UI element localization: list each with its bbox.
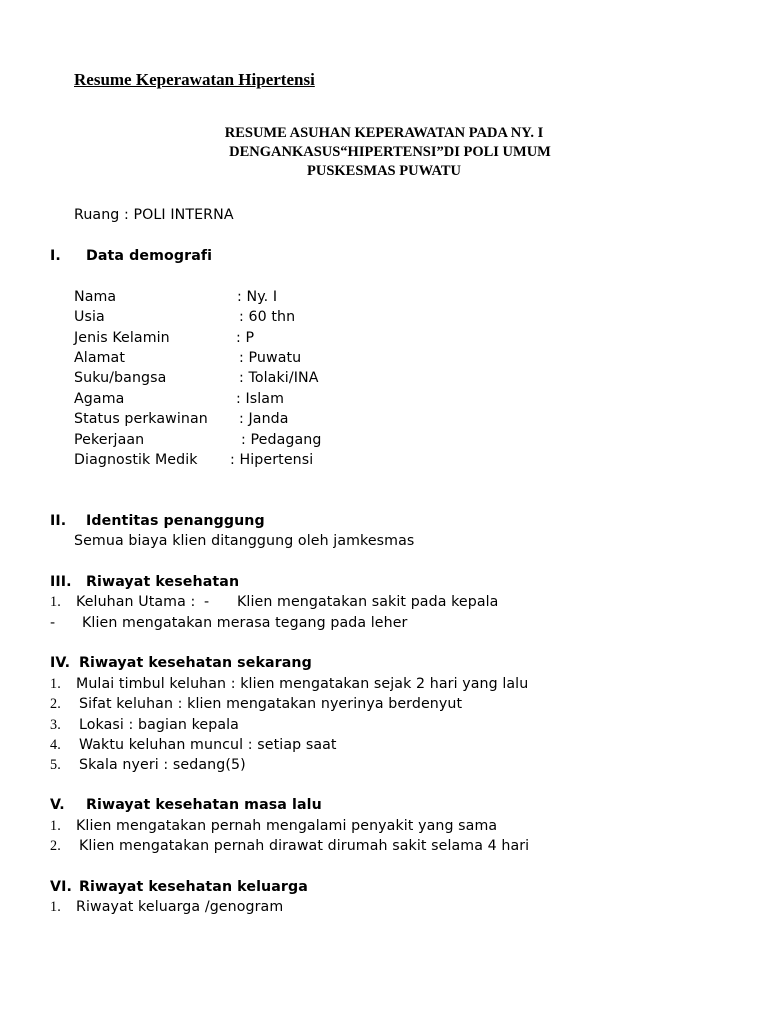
list-item-number: 1. — [50, 676, 61, 692]
section-6-number: VI. — [50, 879, 72, 895]
demo-label-agama: Agama — [74, 391, 125, 407]
demo-label-diagnostik-medik: Diagnostik Medik — [74, 452, 198, 468]
section-3-item-1-number: 1. — [50, 594, 61, 610]
list-item: Riwayat keluarga /genogram — [76, 899, 284, 915]
section-4-title: Riwayat kesehatan sekarang — [79, 655, 312, 671]
list-item: Klien mengatakan pernah dirawat dirumah sakit selama 4 hari — [79, 838, 530, 854]
demo-value-agama: : Islam — [236, 391, 285, 407]
list-item: Skala nyeri : sedang(5) — [79, 757, 246, 773]
resume-heading — [0, 124, 768, 181]
section-5-number: V. — [50, 797, 65, 813]
demo-label-status-perkawinan: Status perkawinan — [74, 411, 208, 427]
section-6-title: Riwayat kesehatan keluarga — [79, 879, 308, 895]
section-5-title: Riwayat kesehatan masa lalu — [86, 797, 322, 813]
keluhan-utama-text: Klien mengatakan sakit pada kepala — [237, 594, 499, 610]
list-item: Sifat keluhan : klien mengatakan nyerinya berdenyut — [79, 696, 463, 712]
section-3-item-2-text: Klien mengatakan merasa tegang pada leher — [82, 615, 408, 631]
heading-line-3: PUSKESMAS PUWATU — [306, 163, 461, 179]
section-2-number: II. — [50, 513, 67, 529]
section-2-title: Identitas penanggung — [86, 513, 265, 529]
section-1-number: I. — [50, 248, 61, 264]
demo-value-status-perkawinan: : Janda — [239, 411, 289, 427]
demo-label-suku-bangsa: Suku/bangsa — [74, 370, 167, 386]
heading-line-1: RESUME ASUHAN KEPERAWATAN PADA NY. I — [224, 125, 544, 141]
list-item-number: 1. — [50, 899, 61, 915]
section-3-item-2-dash: - — [50, 615, 56, 631]
document-title: Resume Keperawatan Hipertensi — [74, 70, 315, 89]
demo-value-suku-bangsa: : Tolaki/INA — [239, 370, 319, 386]
list-item-number: 2. — [50, 696, 61, 712]
ruang-line: Ruang : POLI INTERNA — [74, 207, 234, 223]
demo-value-nama: : Ny. I — [237, 289, 278, 305]
demo-label-usia: Usia — [74, 309, 105, 325]
list-item: Lokasi : bagian kepala — [79, 717, 239, 733]
keluhan-utama-dash: - — [204, 594, 210, 610]
list-item-number: 3. — [50, 717, 61, 733]
demo-value-diagnostik-medik: : Hipertensi — [230, 452, 314, 468]
section-1-title: Data demografi — [86, 248, 213, 264]
heading-line-2: DENGANKASUS“HIPERTENSI”DI POLI UMUM — [229, 144, 551, 160]
list-item: Waktu keluhan muncul : setiap saat — [79, 737, 337, 753]
list-item-number: 4. — [50, 737, 61, 753]
keluhan-utama-label: Keluhan Utama : — [76, 594, 196, 610]
demo-label-nama: Nama — [74, 289, 117, 305]
demo-label-pekerjaan: Pekerjaan — [74, 432, 145, 448]
demo-label-alamat: Alamat — [74, 350, 126, 366]
section-3-number: III. — [50, 574, 72, 590]
demo-value-pekerjaan: : Pedagang — [241, 432, 322, 448]
list-item-number: 2. — [50, 838, 61, 854]
section-2-text: Semua biaya klien ditanggung oleh jamkesmas — [74, 533, 415, 549]
section-4-number: IV. — [50, 655, 71, 671]
list-item: Mulai timbul keluhan : klien mengatakan sejak 2 hari yang lalu — [76, 676, 529, 692]
section-3-title: Riwayat kesehatan — [86, 574, 240, 590]
demo-value-jenis-kelamin: : P — [236, 330, 255, 346]
demo-label-jenis-kelamin: Jenis Kelamin — [74, 330, 170, 346]
list-item-number: 5. — [50, 757, 61, 773]
demo-value-alamat: : Puwatu — [239, 350, 302, 366]
demo-value-usia: : 60 thn — [239, 309, 296, 325]
list-item: Klien mengatakan pernah mengalami penyakit yang sama — [76, 818, 498, 834]
list-item-number: 1. — [50, 818, 61, 834]
